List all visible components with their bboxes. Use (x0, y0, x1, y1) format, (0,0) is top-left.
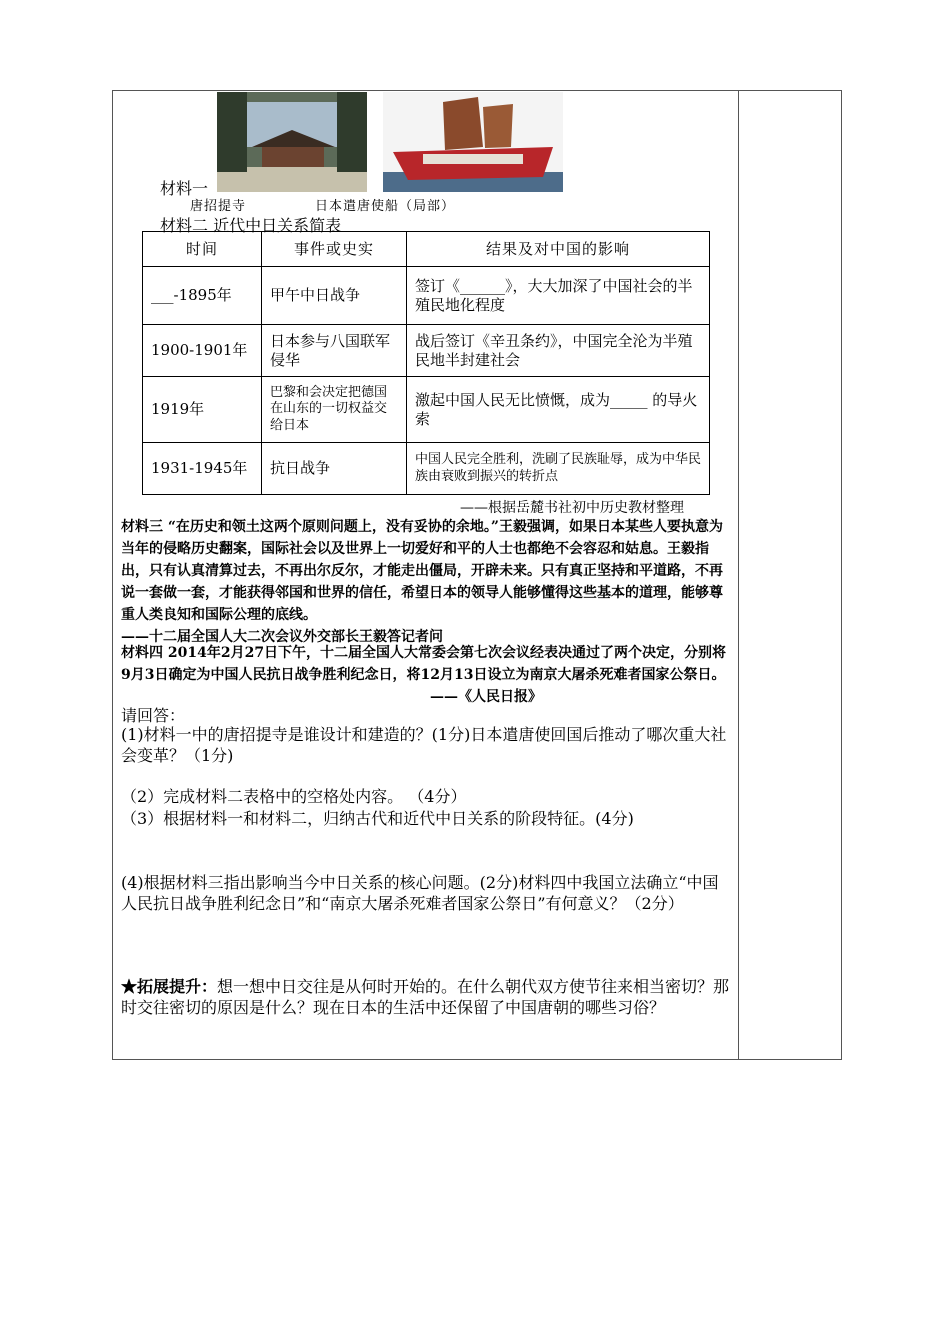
questions-intro: 请回答： (121, 706, 186, 725)
row-time: 1919年 (143, 377, 262, 443)
row-event: 抗日战争 (262, 443, 407, 495)
extension-label: ★拓展提升： (121, 977, 218, 996)
material2-source: ——根据岳麓书社初中历史教材整理 (460, 500, 684, 516)
row-result: 中国人民完全胜利，洗刷了民族耻辱，成为中华民族由衰败到振兴的转折点 (407, 443, 710, 495)
header-time: 时间 (143, 232, 262, 267)
table-row (143, 377, 710, 443)
material4-text: 材料四 2014年2月27日下午，十二届全国人大常委会第七次会议经表决通过了两个决定，分别将9月3日确定为中国人民抗日战争胜利纪念日，将12月13日设立为南京大屠杀死难者国家公祭日。 (121, 645, 727, 683)
row-time: ___-1895年 (143, 267, 262, 325)
temple-photo (217, 92, 367, 192)
question-3: （3）根据材料一和材料二，归纳古代和近代中日关系的阶段特征。(4分) (121, 809, 634, 828)
relations-table (142, 231, 710, 495)
material3-text: 材料三 “在历史和领土这两个原则问题上，没有妥协的余地。”王毅强调，如果日本某些人要执意为当年的侵略历史翻案，国际社会以及世界上一切爱好和平的人士也都绝不会容忍和姑息。王毅指出，只有认真清算过去，不再出尔反尔，才能走出僵局，开辟未来。只有真正坚持和平道路，不再说一套做一套，才能获得邻国和世界的信任，希望日本的领导人能够懂得这些基本的道理，能够尊重人类良知和国际公理的底线。 (121, 519, 723, 623)
extension-block (121, 976, 733, 1018)
table-row (143, 325, 710, 377)
row-event: 甲午中日战争 (262, 267, 407, 325)
temple-caption: 唐招提寺 (190, 199, 247, 214)
row-result: 签订《______》，大大加深了中国社会的半殖民地化程度 (407, 267, 710, 325)
header-result: 结果及对中国的影响 (407, 232, 710, 267)
row-time: 1900-1901年 (143, 325, 262, 377)
row-result: 战后签订《辛丑条约》，中国完全沦为半殖民地半封建社会 (407, 325, 710, 377)
material3-source: ——十二届全国人大二次会议外交部长王毅答记者问 (121, 629, 443, 645)
question-2: （2）完成材料二表格中的空格处内容。 （4分） (121, 787, 467, 806)
ship-photo (383, 92, 563, 192)
ship-caption: 日本遣唐使船（局部） (315, 199, 456, 214)
header-event: 事件或史实 (262, 232, 407, 267)
side-cell (738, 90, 842, 1060)
table-row (143, 443, 710, 495)
row-result: 激起中国人民无比愤慨，成为_____ 的导火索 (407, 377, 710, 443)
material2-label: 材料二 近代中日关系简表 (160, 216, 342, 235)
material4-source: ——《人民日报》 (430, 689, 542, 705)
row-event: 日本参与八国联军侵华 (262, 325, 407, 377)
table-header-row (143, 232, 710, 267)
question-1: (1)材料一中的唐招提寺是谁设计和建造的？(1分)日本遣唐使回国后推动了哪次重大社会变革？（1分) (121, 725, 727, 765)
question-4: (4)根据材料三指出影响当今中日关系的核心问题。(2分)材料四中我国立法确立“中国人民抗日战争胜利纪念日”和“南京大屠杀死难者国家公祭日”有何意义？（2分） (121, 873, 719, 913)
row-event: 巴黎和会决定把德国在山东的一切权益交给日本 (262, 377, 407, 443)
row-time: 1931-1945年 (143, 443, 262, 495)
table-row (143, 267, 710, 325)
extension-text: 想一想中日交往是从何时开始的。在什么朝代双方使节往来相当密切？那时交往密切的原因是什么？现在日本的生活中还保留了中国唐朝的哪些习俗？ (121, 977, 730, 1017)
material1-label: 材料一 (160, 179, 209, 198)
